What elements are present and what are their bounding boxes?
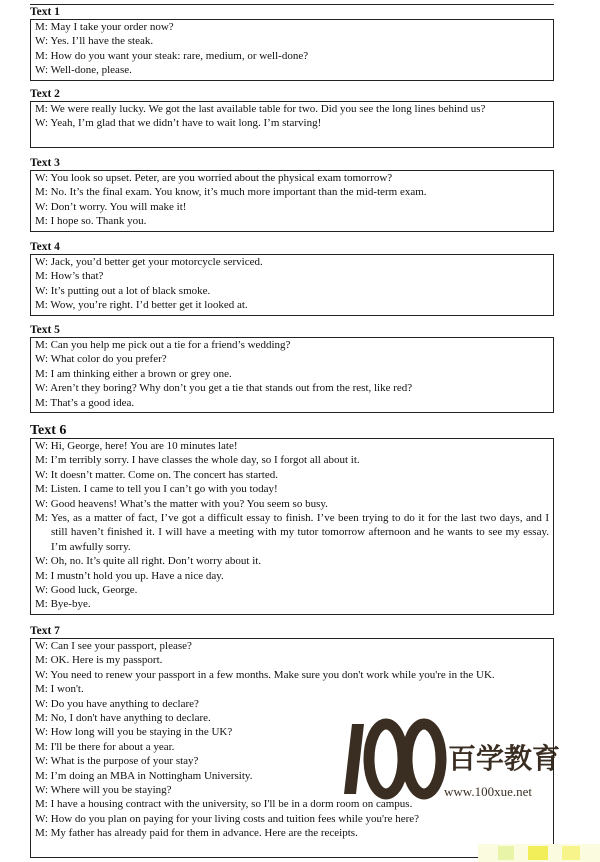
dialogue-section-3 [30,157,554,232]
dialogue-line: W: Good luck, George. [35,584,138,597]
dialogue-line: W: Aren’t they boring? Why don’t you get a tie that stands out from the rest, like red? [35,382,413,395]
dialogue-section-4 [30,241,554,316]
dialogue-line: W: Yes. I’ll have the steak. [35,35,154,48]
section-title: Text 4 [30,241,60,253]
watermark-brand: 百学教育 [448,742,561,775]
dialogue-line: W: How do you plan on paying for your living costs and tuition fees while you're here? [35,812,420,825]
section-title: Text 5 [30,324,60,336]
dialogue-line: M: Bye-bye. [35,598,91,611]
dialogue-section-6 [30,423,554,615]
dialogue-line: W: How long will you be staying in the UK? [35,726,233,739]
dialogue-section-1 [30,6,554,81]
dialogue-box [30,438,554,615]
dialogue-line: W: Good heavens! What’s the matter with you? You seem so busy. [35,497,328,510]
dialogue-line: W: Where will you be staying? [35,784,172,797]
dialogue-line: M: I’m terribly sorry. I have classes the whole day, so I forgot all about it. [35,454,360,467]
dialogue-line: M: Yes, as a matter of fact, I’ve got a difficult essay to finish. I’ve been trying to do it for the last two days, and I still haven’t finished it. I will have a meeting with my tutor tomorrow afternoon and he wants to see my essay. I’m awfully sorry. [35,512,549,553]
dialogue-line: W: Do you have anything to declare? [35,697,199,710]
dialogue-line: M: That’s a good idea. [35,396,135,409]
dialogue-line: M: May I take your order now? [35,21,174,33]
dialogue-line: W: Hi, George, here! You are 10 minutes late! [35,440,238,452]
dialogue-line: M: OK. Here is my passport. [35,654,163,667]
dialogue-line: M: Wow, you’re right. I’d better get it looked at. [35,299,248,312]
dialogue-line: W: Can I see your passport, please? [35,640,192,652]
section-title: Text 6 [30,423,67,438]
dialogue-line: M: I'll be there for about a year. [35,740,175,753]
top-rule [30,4,554,5]
dialogue-line: M: My father has already paid for them in advance. Here are the receipts. [35,827,358,840]
watermark-logo [334,716,561,816]
dialogue-line: M: Can you help me pick out a tie for a friend’s wedding? [35,339,291,351]
dialogue-line: M: I won't. [35,683,84,696]
dialogue-box [30,337,554,413]
dialogue-line: M: How’s that? [35,270,104,283]
decorative-strip [478,840,600,862]
dialogue-line: W: What is the purpose of your stay? [35,755,199,768]
watermark-url: www.100xue.net [444,784,532,799]
section-title: Text 3 [30,157,60,169]
dialogue-line: W: Well-done, please. [35,64,132,77]
dialogue-line: M: No, I don't have anything to declare. [35,712,211,725]
dialogue-line: M: I’m doing an MBA in Nottingham University. [35,769,253,782]
dialogue-box [30,254,554,316]
dialogue-section-2 [30,88,554,148]
dialogue-line: W: It’s putting out a lot of black smoke. [35,284,211,297]
dialogue-line: W: You need to renew your passport in a few months. Make sure you don't work while you're in the UK. [35,668,495,681]
dialogue-box [30,101,554,148]
section-title: Text 2 [30,88,60,100]
dialogue-line: W: Jack, you’d better get your motorcycle serviced. [35,256,263,268]
dialogue-line: W: You look so upset. Peter, are you worried about the physical exam tomorrow? [35,172,393,184]
dialogue-line: M: How do you want your steak: rare, medium, or well-done? [35,49,309,62]
dialogue-line: M: We were really lucky. We got the last available table for two. Did you see the long lines behind us? [35,103,486,115]
dialogue-line: M: I am thinking either a brown or grey one. [35,367,232,380]
dialogue-line: W: Yeah, I’m glad that we didn’t have to wait long. I’m starving! [35,117,322,130]
dialogue-line: M: I have a housing contract with the university, so I'll be in a dorm room on campus. [35,798,413,811]
dialogue-line: M: Listen. I came to tell you I can’t go with you today! [35,483,278,496]
dialogue-line: W: What color do you prefer? [35,353,167,366]
dialogue-line: M: No. It’s the final exam. You know, it’s much more important than the mid-term exam. [35,186,427,199]
dialogue-line: W: It doesn’t matter. Come on. The concert has started. [35,468,278,481]
dialogue-section-5 [30,324,554,413]
section-title: Text 7 [30,625,60,637]
dialogue-line: M: I mustn’t hold you up. Have a nice day. [35,569,224,582]
dialogue-box [30,19,554,81]
section-title: Text 1 [30,6,60,18]
dialogue-line: W: Don’t worry. You will make it! [35,200,187,213]
dialogue-box [30,170,554,232]
dialogue-line: M: I hope so. Thank you. [35,215,147,228]
dialogue-line: W: Oh, no. It’s quite all right. Don’t worry about it. [35,555,262,568]
